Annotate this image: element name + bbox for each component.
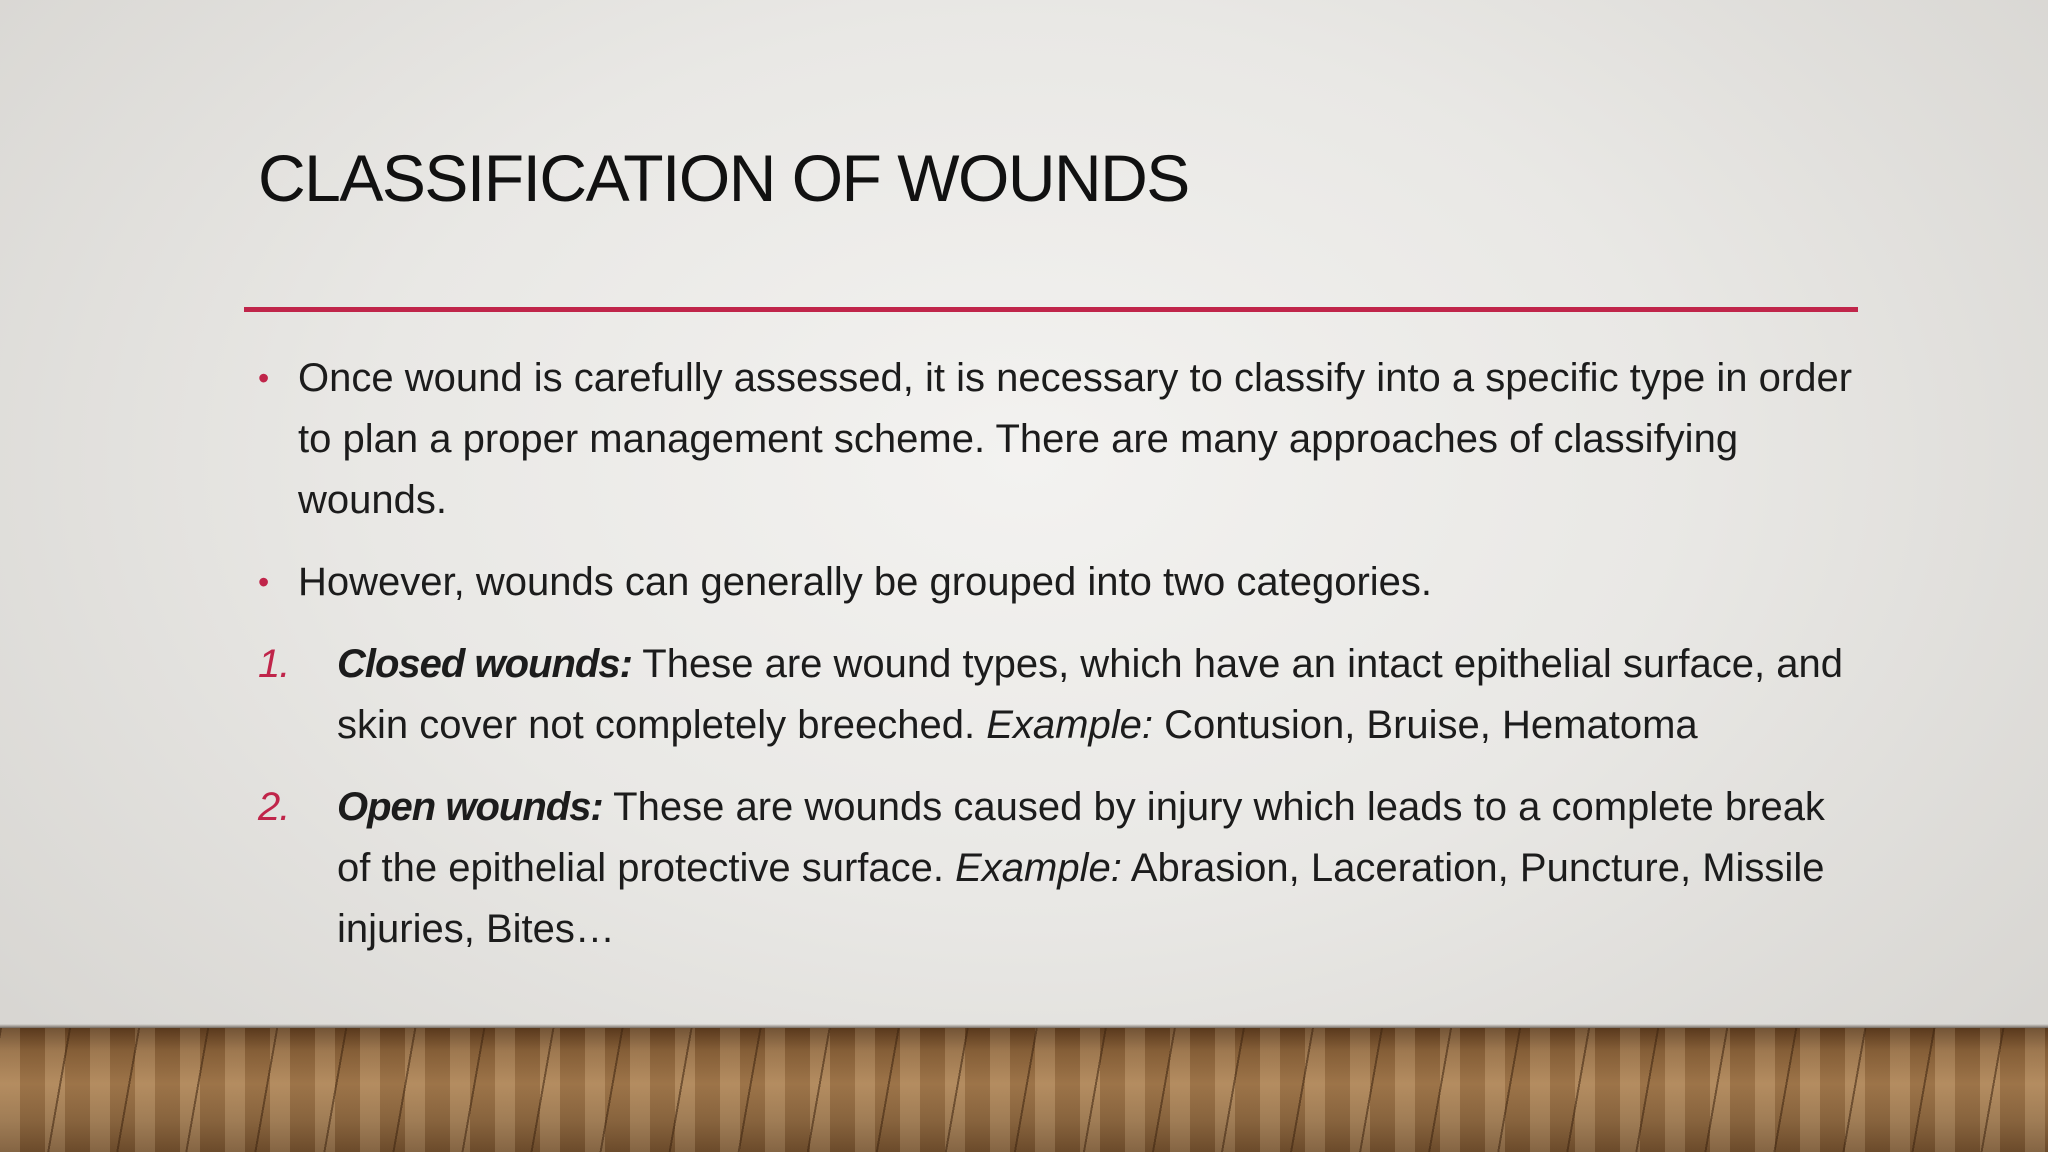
bullet-text: Once wound is carefully assessed, it is necessary to classify into a specific type in order to plan a proper management scheme. There are many approaches of classifying wounds. xyxy=(298,356,1853,522)
term-label: Open wounds: xyxy=(337,785,603,829)
term-description: These are wound types, which have an intact epithelial surface, and skin cover not completely breeched. xyxy=(337,642,1844,747)
slide-body xyxy=(258,348,1858,981)
number-marker: 2. xyxy=(258,785,290,829)
example-text: Abrasion, Laceration, Puncture, Missile injuries, Bites… xyxy=(337,846,1825,951)
example-text: Contusion, Bruise, Hematoma xyxy=(1152,703,1698,747)
bullet-item xyxy=(258,552,1858,613)
term-label: Closed wounds: xyxy=(337,642,632,686)
numbered-item-open-wounds xyxy=(258,777,1858,960)
wood-floor-background xyxy=(0,1028,2048,1152)
slide-title: CLASSIFICATION OF WOUNDS xyxy=(258,141,1189,215)
example-label: Example: xyxy=(955,846,1122,890)
example-label: Example: xyxy=(986,703,1153,747)
number-marker: 1. xyxy=(258,642,290,686)
bullet-marker: • xyxy=(258,564,270,600)
bullet-text: However, wounds can generally be grouped into two categories. xyxy=(298,560,1433,604)
title-divider xyxy=(244,307,1858,312)
numbered-item-closed-wounds xyxy=(258,634,1858,756)
bullet-marker: • xyxy=(258,360,270,396)
term-description: These are wounds caused by injury which leads to a complete break of the epithelial protective surface. xyxy=(337,785,1825,890)
bullet-item xyxy=(258,348,1858,531)
